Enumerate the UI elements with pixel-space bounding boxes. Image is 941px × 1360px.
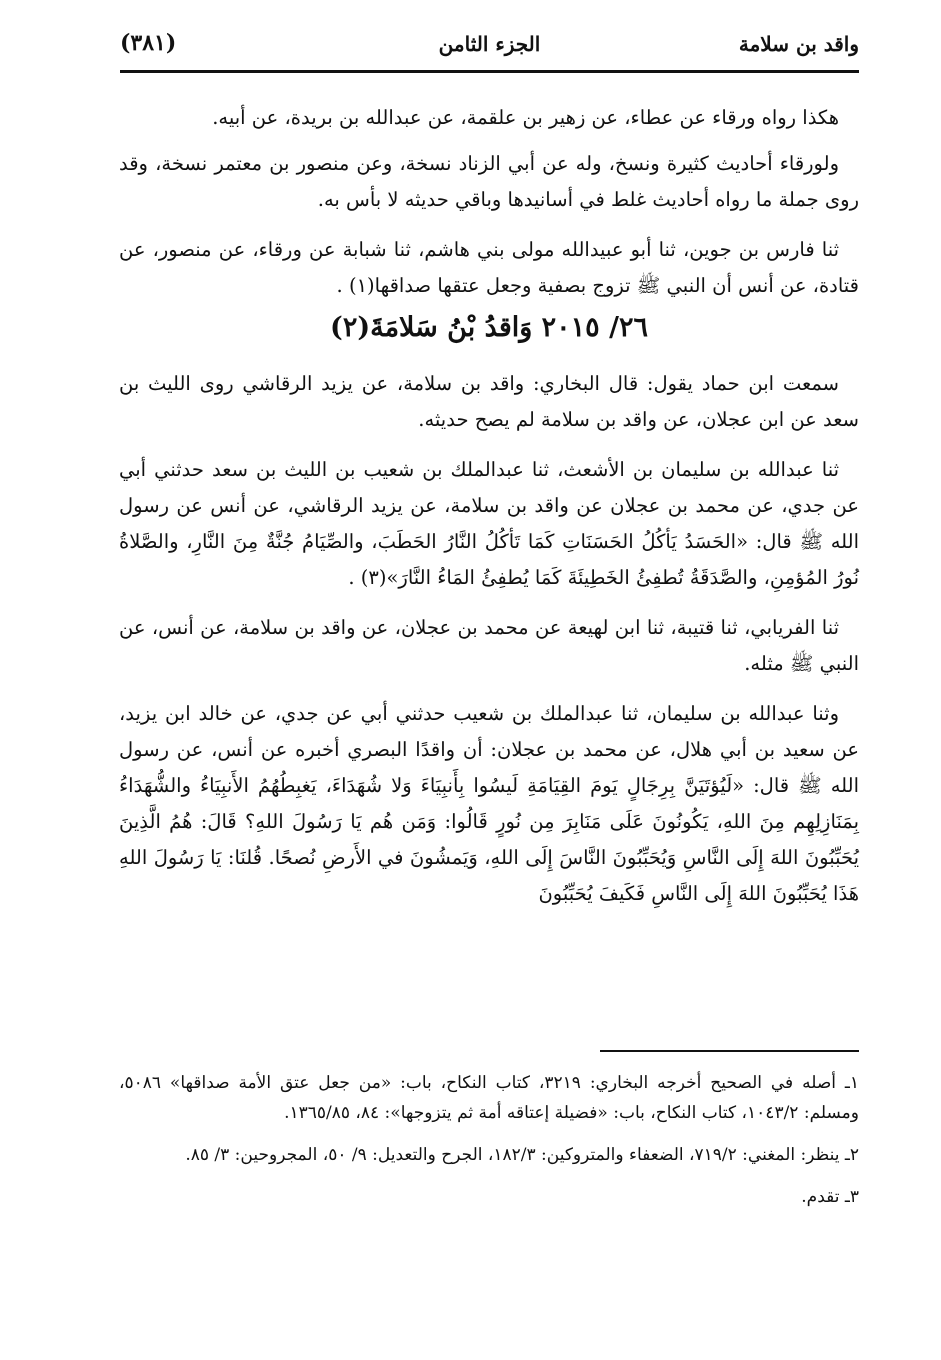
paragraph: ثنا فارس بن جوين، ثنا أبو عبيدالله مولى بني هاشم، ثنا شبابة عن ورقاء، عن منصور، عن قتادة، عن أنس أن النبي ﷺ تزوج بصفية وجعل عتقها صداقها(١) . xyxy=(119,238,859,297)
footnote-3: ٣ـ تقدم. xyxy=(801,1187,859,1207)
page-header xyxy=(120,30,859,64)
paragraph: هكذا رواه ورقاء عن عطاء، عن زهير بن علقمة، عن عبدالله بن بريدة، عن أبيه. xyxy=(212,106,839,129)
header-divider xyxy=(120,70,859,73)
paragraph: وثنا عبدالله بن سليمان، ثنا عبدالملك بن شعيب حدثني أبي عن جدي، عن خالد ابن يزيد، عن سعيد بن أبي هلال، عن محمد بن عجلان: أن واقدًا البصري أخبره عن أنس، عن رسول الله ﷺ قال: «لَيُؤتَيَنَّ بِرِجَالٍ يَومَ القِيَامَةِ لَيسُوا بِأَنبِيَاءَ وَلا شُهَدَاءَ، يَغبِطُهُمُ الأَنبِيَاءُ والشُّهَدَاءُ بِمَنَازِلِهِم مِنَ اللهِ، يَكُونُونَ عَلَى مَنَابِرَ مِن نُورٍ قَالُوا: وَمَن هُم يَا رَسُولَ اللهِ؟ قَالَ: هُمُ الَّذِينَ يُحَبِّبُونَ اللهَ إِلَى النَّاسِ وَيُحَبِّبُونَ النَّاسَ إِلَى اللهِ، وَيَمشُونَ في الأَرضِ نُصحًا. قُلنَا: يَا رَسُولَ اللهِ هَذَا يُحَبِّبُونَ اللهَ إِلَى النَّاسِ فَكَيفَ يُحَبِّبُونَ xyxy=(119,702,859,905)
main-text xyxy=(119,100,859,926)
paragraph: ولورقاء أحاديث كثيرة ونسخ، وله عن أبي الزناد نسخة، وعن منصور بن معتمر نسخة، وقد روى جملة ما رواه أحاديث غلط في أسانيدها وباقي حديثه لا بأس به. xyxy=(119,152,859,211)
paragraph: ثنا الفريابي، ثنا قتيبة، ثنا ابن لهيعة عن محمد بن عجلان، عن واقد بن سلامة، عن أنس، عن النبي ﷺ مثله. xyxy=(119,616,859,675)
header-running-title: واقد بن سلامة xyxy=(738,32,859,56)
paragraph: سمعت ابن حماد يقول: قال البخاري: واقد بن سلامة، عن يزيد الرقاشي روى الليث بن سعد عن ابن عجلان، عن واقد بن سلامة لم يصح حديثه. xyxy=(119,372,859,431)
paragraph: ثنا عبدالله بن سليمان بن الأشعث، ثنا عبدالملك بن شعيب بن الليث بن سعد حدثني أبي عن جدي، عن محمد بن عجلان عن واقد بن سلامة، عن يزيد الرقاشي، عن أنس عن رسول الله ﷺ قال: «الحَسَدُ يَأكُلُ الحَسَنَاتِ كَمَا تَأكُلُ النَّارُ الحَطَبَ، والصِّيَامُ جُنَّةٌ مِنَ النَّارِ، والصَّلاةُ نُورُ المُؤمِنِ، والصَّدَقَةُ تُطفِئُ الخَطِيئَةَ كَمَا يُطفِئُ المَاءُ النَّارَ»(٣) . xyxy=(119,458,859,589)
footnote-divider xyxy=(600,1050,859,1052)
entry-title: ٢٦/ ٢٠١٥ وَاقدُ بْنُ سَلامَةَ(٢) xyxy=(330,312,648,343)
footnote-1: ١ـ أصله في الصحيح أخرجه البخاري: ٣٢١٩، كتاب النكاح، باب: «من جعل عتق الأمة صداقها» ٥٠٨٦، ومسلم: ١٠٤٣/٢، كتاب النكاح، باب: «فضيلة إعتاقه أمة ثم يتزوجها»: ٨٤، ١٣٦٥/٨٥. xyxy=(119,1073,859,1123)
header-volume-title: الجزء الثامن xyxy=(438,32,541,56)
footnote-2: ٢ـ ينظر: المغني: ٧١٩/٢، الضعفاء والمتروكين: ١٨٢/٣، الجرح والتعديل: ٩/ ٥٠، المجروحين: ٣/ ٨٥. xyxy=(185,1145,859,1165)
page-number: (٣٨١) xyxy=(120,30,177,56)
footnotes xyxy=(119,1068,859,1224)
